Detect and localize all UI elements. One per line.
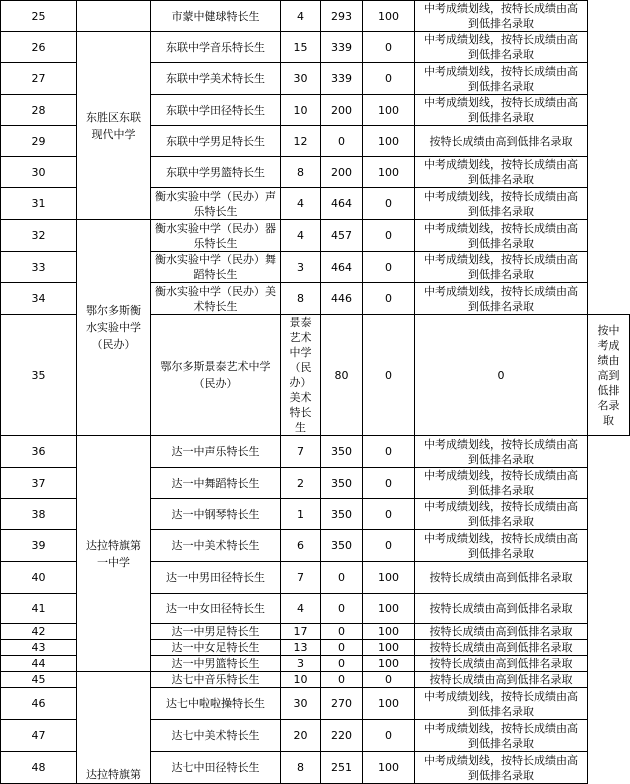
program-cell: 东联中学男足特长生: [151, 126, 281, 157]
admission-method-cell: 按特长成绩由高到低排名录取: [415, 562, 588, 594]
specialty-score-cell: 0: [415, 315, 588, 436]
row-number-cell: 27: [1, 63, 77, 95]
school-cell: 鄂尔多斯景泰艺术中学（民办）: [151, 315, 281, 436]
specialty-score-cell: 0: [363, 720, 415, 752]
plan-count-cell: 1: [281, 499, 321, 530]
program-cell: 达七中音乐特长生: [151, 672, 281, 688]
admission-method-cell: 中考成绩划线，按特长成绩由高到低排名录取: [415, 436, 588, 468]
program-cell: 达一中男田径特长生: [151, 562, 281, 594]
admission-method-cell: 按特长成绩由高到低排名录取: [415, 656, 588, 672]
plan-count-cell: 13: [281, 640, 321, 656]
row-number-cell: 37: [1, 468, 77, 499]
table-row: [1, 1, 630, 32]
row-number-cell: 47: [1, 720, 77, 752]
plan-count-cell: 15: [281, 32, 321, 63]
admission-method-cell: 中考成绩划线，按特长成绩由高到低排名录取: [415, 252, 588, 283]
school-cell: 达拉特旗第: [77, 672, 151, 784]
plan-count-cell: 30: [281, 688, 321, 720]
admission-method-cell: 按特长成绩由高到低排名录取: [415, 126, 588, 157]
row-number-cell: 29: [1, 126, 77, 157]
admission-method-cell: 中考成绩划线，按特长成绩由高到低排名录取: [415, 283, 588, 315]
admission-method-cell: 按中考成绩由高到低排名录取: [588, 315, 630, 436]
specialty-score-cell: 100: [363, 624, 415, 640]
program-cell: 衡水实验中学（民办）美术特长生: [151, 283, 281, 315]
plan-count-cell: 4: [281, 188, 321, 220]
row-number-cell: 46: [1, 688, 77, 720]
plan-count-cell: 30: [281, 63, 321, 95]
program-cell: 达一中声乐特长生: [151, 436, 281, 468]
specialty-score-cell: 0: [363, 468, 415, 499]
specialty-score-cell: 100: [363, 594, 415, 624]
admission-method-cell: 中考成绩划线，按特长成绩由高到低排名录取: [415, 157, 588, 188]
admission-method-cell: 中考成绩划线，按特长成绩由高到低排名录取: [415, 63, 588, 95]
plan-count-cell: 17: [281, 624, 321, 640]
table-row: [1, 32, 630, 63]
admission-method-cell: 中考成绩划线，按特长成绩由高到低排名录取: [415, 688, 588, 720]
program-cell: 东联中学音乐特长生: [151, 32, 281, 63]
program-cell: 达一中美术特长生: [151, 530, 281, 562]
admission-method-cell: 按特长成绩由高到低排名录取: [415, 624, 588, 640]
cutoff-score-cell: 350: [321, 468, 363, 499]
cutoff-score-cell: 251: [321, 752, 363, 784]
cutoff-score-cell: 0: [321, 126, 363, 157]
school-cell: [77, 1, 151, 32]
specialty-score-cell: 100: [363, 562, 415, 594]
admission-method-cell: 按特长成绩由高到低排名录取: [415, 594, 588, 624]
specialty-score-cell: 100: [363, 1, 415, 32]
plan-count-cell: 7: [281, 436, 321, 468]
specialty-score-cell: 0: [363, 672, 415, 688]
admission-method-cell: 中考成绩划线，按特长成绩由高到低排名录取: [415, 468, 588, 499]
admission-method-cell: 中考成绩划线，按特长成绩由高到低排名录取: [415, 220, 588, 252]
plan-count-cell: 20: [281, 720, 321, 752]
program-cell: 景泰艺术中学（民办）美术特长生: [281, 315, 321, 436]
program-cell: 达七中啦啦操特长生: [151, 688, 281, 720]
cutoff-score-cell: 0: [321, 672, 363, 688]
specialty-score-cell: 100: [363, 752, 415, 784]
plan-count-cell: 3: [281, 252, 321, 283]
row-number-cell: 28: [1, 95, 77, 126]
program-cell: 东联中学美术特长生: [151, 63, 281, 95]
specialty-score-cell: 0: [363, 530, 415, 562]
cutoff-score-cell: 270: [321, 688, 363, 720]
row-number-cell: 44: [1, 656, 77, 672]
program-cell: 达一中女足特长生: [151, 640, 281, 656]
plan-count-cell: 3: [281, 656, 321, 672]
cutoff-score-cell: 220: [321, 720, 363, 752]
program-cell: 达一中男篮特长生: [151, 656, 281, 672]
plan-count-cell: 2: [281, 468, 321, 499]
specialty-score-cell: 0: [363, 63, 415, 95]
school-cell: 鄂尔多斯衡水实验中学（民办）: [77, 220, 151, 436]
admission-method-cell: 中考成绩划线，按特长成绩由高到低排名录取: [415, 530, 588, 562]
admission-method-cell: 按特长成绩由高到低排名录取: [415, 640, 588, 656]
program-cell: 达一中钢琴特长生: [151, 499, 281, 530]
cutoff-score-cell: 464: [321, 252, 363, 283]
program-cell: 衡水实验中学（民办）声乐特长生: [151, 188, 281, 220]
plan-count-cell: 6: [281, 530, 321, 562]
program-cell: 衡水实验中学（民办）舞蹈特长生: [151, 252, 281, 283]
row-number-cell: 38: [1, 499, 77, 530]
cutoff-score-cell: 0: [321, 624, 363, 640]
specialty-score-cell: 100: [363, 656, 415, 672]
program-cell: 达七中田径特长生: [151, 752, 281, 784]
cutoff-score-cell: 0: [321, 594, 363, 624]
program-cell: 达一中男足特长生: [151, 624, 281, 640]
row-number-cell: 31: [1, 188, 77, 220]
program-cell: 衡水实验中学（民办）器乐特长生: [151, 220, 281, 252]
school-cell: 东胜区东联现代中学: [77, 32, 151, 220]
cutoff-score-cell: 293: [321, 1, 363, 32]
specialty-score-cell: 0: [363, 220, 415, 252]
row-number-cell: 32: [1, 220, 77, 252]
cutoff-score-cell: 446: [321, 283, 363, 315]
program-cell: 东联中学男篮特长生: [151, 157, 281, 188]
cutoff-score-cell: 0: [321, 656, 363, 672]
plan-count-cell: 12: [281, 126, 321, 157]
cutoff-score-cell: 350: [321, 436, 363, 468]
plan-count-cell: 8: [281, 283, 321, 315]
school-cell: 达拉特旗第一中学: [77, 436, 151, 672]
admission-method-cell: 中考成绩划线，按特长成绩由高到低排名录取: [415, 32, 588, 63]
cutoff-score-cell: 200: [321, 157, 363, 188]
table-row: [1, 220, 630, 252]
program-cell: 达七中美术特长生: [151, 720, 281, 752]
plan-count-cell: 4: [281, 1, 321, 32]
plan-count-cell: 10: [281, 672, 321, 688]
specialty-score-cell: 0: [363, 32, 415, 63]
admission-method-cell: 中考成绩划线，按特长成绩由高到低排名录取: [415, 188, 588, 220]
row-number-cell: 40: [1, 562, 77, 594]
cutoff-score-cell: 457: [321, 220, 363, 252]
specialty-score-cell: 100: [363, 95, 415, 126]
cutoff-score-cell: 464: [321, 188, 363, 220]
specialty-score-cell: 100: [363, 157, 415, 188]
row-number-cell: 33: [1, 252, 77, 283]
cutoff-score-cell: 350: [321, 530, 363, 562]
table-row: [1, 436, 630, 468]
program-cell: 达一中女田径特长生: [151, 594, 281, 624]
cutoff-score-cell: 200: [321, 95, 363, 126]
specialty-score-cell: 100: [363, 640, 415, 656]
cutoff-score-cell: 339: [321, 63, 363, 95]
admission-method-cell: 中考成绩划线，按特长成绩由高到低排名录取: [415, 95, 588, 126]
row-number-cell: 26: [1, 32, 77, 63]
admission-method-cell: 按特长成绩由高到低排名录取: [415, 672, 588, 688]
row-number-cell: 48: [1, 752, 77, 784]
row-number-cell: 34: [1, 283, 77, 315]
cutoff-score-cell: 339: [321, 32, 363, 63]
row-number-cell: 35: [1, 315, 77, 436]
plan-count-cell: 80: [321, 315, 363, 436]
specialty-score-cell: 100: [363, 688, 415, 720]
row-number-cell: 41: [1, 594, 77, 624]
specialty-score-cell: 0: [363, 283, 415, 315]
cutoff-score-cell: 0: [363, 315, 415, 436]
plan-count-cell: 7: [281, 562, 321, 594]
specialty-score-cell: 0: [363, 188, 415, 220]
plan-count-cell: 10: [281, 95, 321, 126]
admission-method-cell: 中考成绩划线，按特长成绩由高到低排名录取: [415, 752, 588, 784]
program-cell: 东联中学田径特长生: [151, 95, 281, 126]
specialty-score-cell: 100: [363, 126, 415, 157]
plan-count-cell: 8: [281, 752, 321, 784]
admission-method-cell: 中考成绩划线，按特长成绩由高到低排名录取: [415, 1, 588, 32]
admission-method-cell: 中考成绩划线，按特长成绩由高到低排名录取: [415, 720, 588, 752]
row-number-cell: 43: [1, 640, 77, 656]
row-number-cell: 30: [1, 157, 77, 188]
cutoff-score-cell: 0: [321, 640, 363, 656]
admission-method-cell: 中考成绩划线，按特长成绩由高到低排名录取: [415, 499, 588, 530]
row-number-cell: 39: [1, 530, 77, 562]
cutoff-score-cell: 350: [321, 499, 363, 530]
table-row: [1, 672, 630, 688]
program-cell: 达一中舞蹈特长生: [151, 468, 281, 499]
specialty-score-cell: 0: [363, 252, 415, 283]
specialty-score-cell: 0: [363, 436, 415, 468]
row-number-cell: 36: [1, 436, 77, 468]
cutoff-score-cell: 0: [321, 562, 363, 594]
row-number-cell: 42: [1, 624, 77, 640]
plan-count-cell: 4: [281, 594, 321, 624]
plan-count-cell: 4: [281, 220, 321, 252]
plan-count-cell: 8: [281, 157, 321, 188]
specialty-score-cell: 0: [363, 499, 415, 530]
row-number-cell: 45: [1, 672, 77, 688]
program-cell: 市蒙中健球特长生: [151, 1, 281, 32]
row-number-cell: 25: [1, 1, 77, 32]
